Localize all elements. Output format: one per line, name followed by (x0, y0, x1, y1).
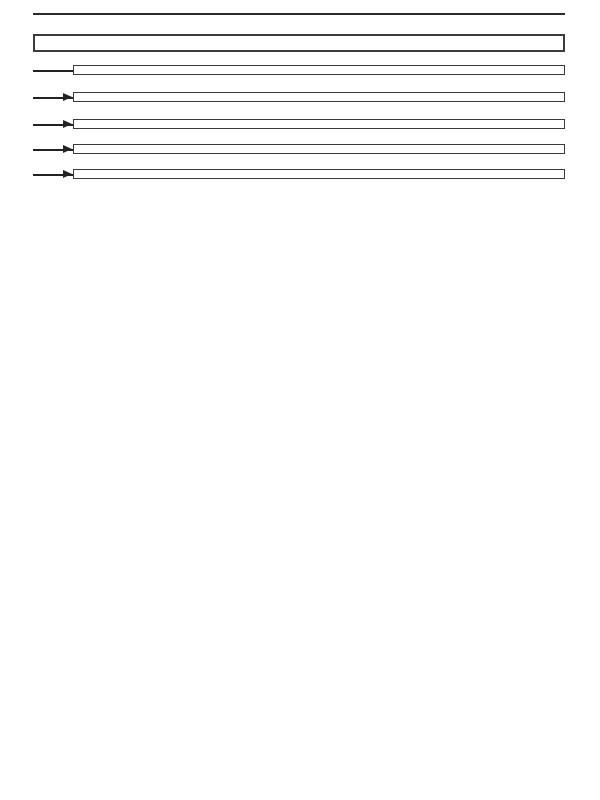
box-general-rule (73, 65, 565, 75)
flow-row-foreign-state (33, 92, 565, 102)
box-military-service (73, 119, 565, 129)
flow-row-pre-2015-periods (33, 169, 565, 179)
flow-row-general-rule (33, 65, 565, 75)
box-author-contracts (73, 144, 565, 154)
scheme-title-box (33, 34, 565, 52)
flow-row-military-service (33, 119, 565, 129)
running-header (33, 10, 565, 15)
flow-diagram (33, 65, 565, 179)
box-pre-2015-periods (73, 169, 565, 179)
flow-row-author-contracts (33, 144, 565, 154)
box-foreign-state (73, 92, 565, 102)
